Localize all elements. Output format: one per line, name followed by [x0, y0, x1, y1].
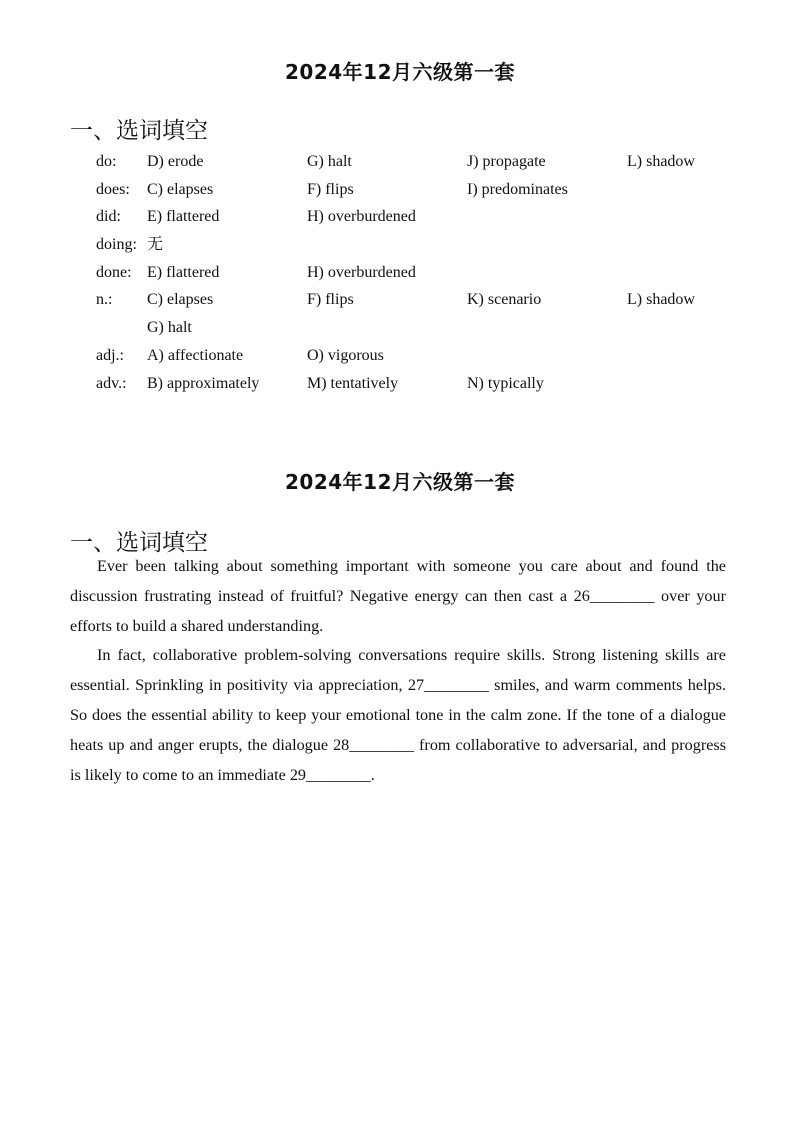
page-title-1: 2024年12月六级第一套 — [285, 60, 515, 84]
word-option: E) flattered — [147, 208, 220, 226]
row-label: does: — [96, 180, 130, 198]
word-option: C) elapses — [147, 180, 214, 198]
word-category-table — [96, 148, 736, 397]
table-row — [96, 370, 736, 398]
table-row — [96, 148, 736, 176]
word-option: G) halt — [147, 319, 192, 337]
word-option: C) elapses — [147, 291, 214, 309]
section-heading-2: 一、选词填空 — [70, 530, 208, 556]
word-option: L) shadow — [627, 291, 695, 309]
page-title-2: 2024年12月六级第一套 — [285, 470, 515, 494]
word-option: J) propagate — [467, 153, 546, 170]
row-label: did: — [96, 208, 121, 226]
row-label: doing: — [96, 236, 137, 254]
table-row — [96, 259, 736, 287]
cloze-passage — [70, 552, 726, 790]
section-heading-1: 一、选词填空 — [70, 118, 208, 144]
word-option: M) tentatively — [307, 374, 399, 392]
passage-paragraph: Ever been talking about something important with someone you care about and found the discussion frustrating instead of fruitful? Negative energy can then cast a 26________ over your efforts to build a shared understanding. — [70, 557, 726, 635]
word-option: E) flattered — [147, 263, 220, 281]
table-row — [96, 176, 736, 204]
word-option: D) erode — [147, 153, 204, 170]
table-row — [96, 231, 736, 259]
row-label: done: — [96, 263, 132, 281]
word-option: B) approximately — [147, 374, 260, 392]
word-option: A) affectionate — [147, 346, 244, 364]
table-row — [96, 342, 736, 370]
word-option: G) halt — [307, 153, 352, 170]
word-option: N) typically — [467, 374, 544, 392]
word-option: 无 — [147, 236, 164, 254]
word-option: H) overburdened — [307, 263, 416, 281]
row-label: adv.: — [96, 374, 127, 392]
row-label: do: — [96, 153, 117, 170]
word-option: I) predominates — [467, 180, 568, 198]
word-option: K) scenario — [467, 291, 542, 309]
row-label: adj.: — [96, 346, 124, 364]
word-option: F) flips — [307, 180, 354, 198]
table-row — [96, 286, 736, 314]
table-row — [96, 203, 736, 231]
passage-paragraph: In fact, collaborative problem-solving conversations require skills. Strong listening skills are essential. Sprinkling in positivity via appreciation, 27________ smiles, and warm comments helps. So does the essential ability to keep your emotional tone in the calm zone. If the tone of a dialogue heats up and anger erupts, the dialogue 28________ from collaborative to adversarial, and progress is likely to come to an immediate 29________. — [70, 646, 726, 784]
row-label: n.: — [96, 291, 113, 309]
word-option: H) overburdened — [307, 208, 416, 226]
word-option: L) shadow — [627, 153, 695, 170]
word-option: F) flips — [307, 291, 354, 309]
table-row — [96, 314, 736, 342]
word-option: O) vigorous — [307, 346, 384, 364]
